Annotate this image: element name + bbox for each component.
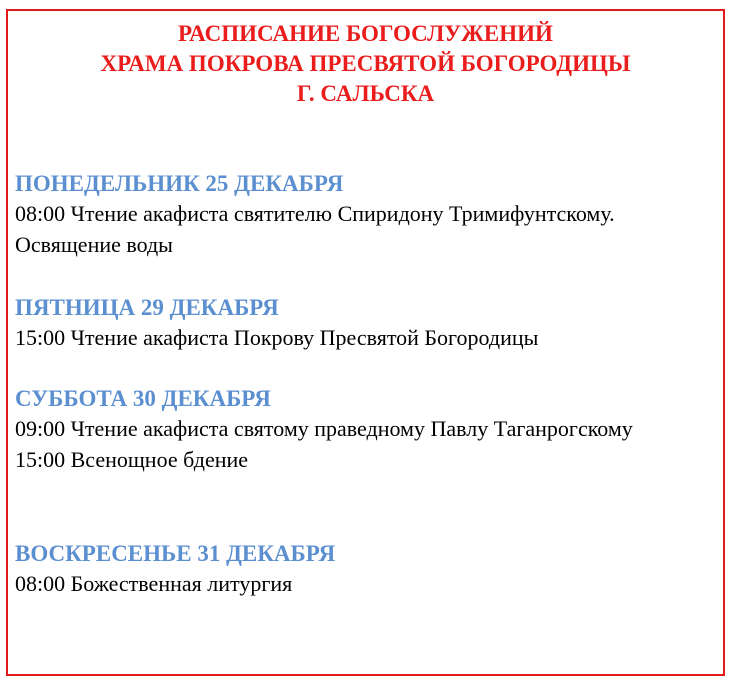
day-heading: СУББОТА 30 ДЕКАБРЯ — [15, 386, 271, 411]
service-item: 09:00 Чтение акафиста святому праведному Павлу Таганрогскому — [15, 416, 633, 441]
service-item: 08:00 Чтение акафиста святителю Спиридону Тримифунтскому. Освящение воды — [15, 201, 615, 257]
day-monday — [15, 169, 715, 260]
title-line-1: РАСПИСАНИЕ БОГОСЛУЖЕНИЙ — [178, 21, 553, 46]
service-item: 15:00 Чтение акафиста Покрову Пресвятой Богородицы — [15, 325, 539, 350]
day-heading: ПОНЕДЕЛЬНИК 25 ДЕКАБРЯ — [15, 171, 344, 196]
day-saturday — [15, 384, 715, 475]
day-sunday — [15, 539, 715, 599]
day-friday — [15, 293, 715, 353]
schedule-frame — [6, 9, 725, 676]
service-item: 15:00 Всенощное бдение — [15, 447, 249, 472]
day-heading: ПЯТНИЦА 29 ДЕКАБРЯ — [15, 295, 279, 320]
title-line-3: Г. САЛЬСКА — [296, 81, 435, 106]
page-title — [8, 19, 723, 109]
title-line-2: ХРАМА ПОКРОВА ПРЕСВЯТОЙ БОГОРОДИЦЫ — [100, 51, 631, 76]
service-item: 08:00 Божественная литургия — [15, 571, 293, 596]
day-heading: ВОСКРЕСЕНЬЕ 31 ДЕКАБРЯ — [15, 541, 336, 566]
